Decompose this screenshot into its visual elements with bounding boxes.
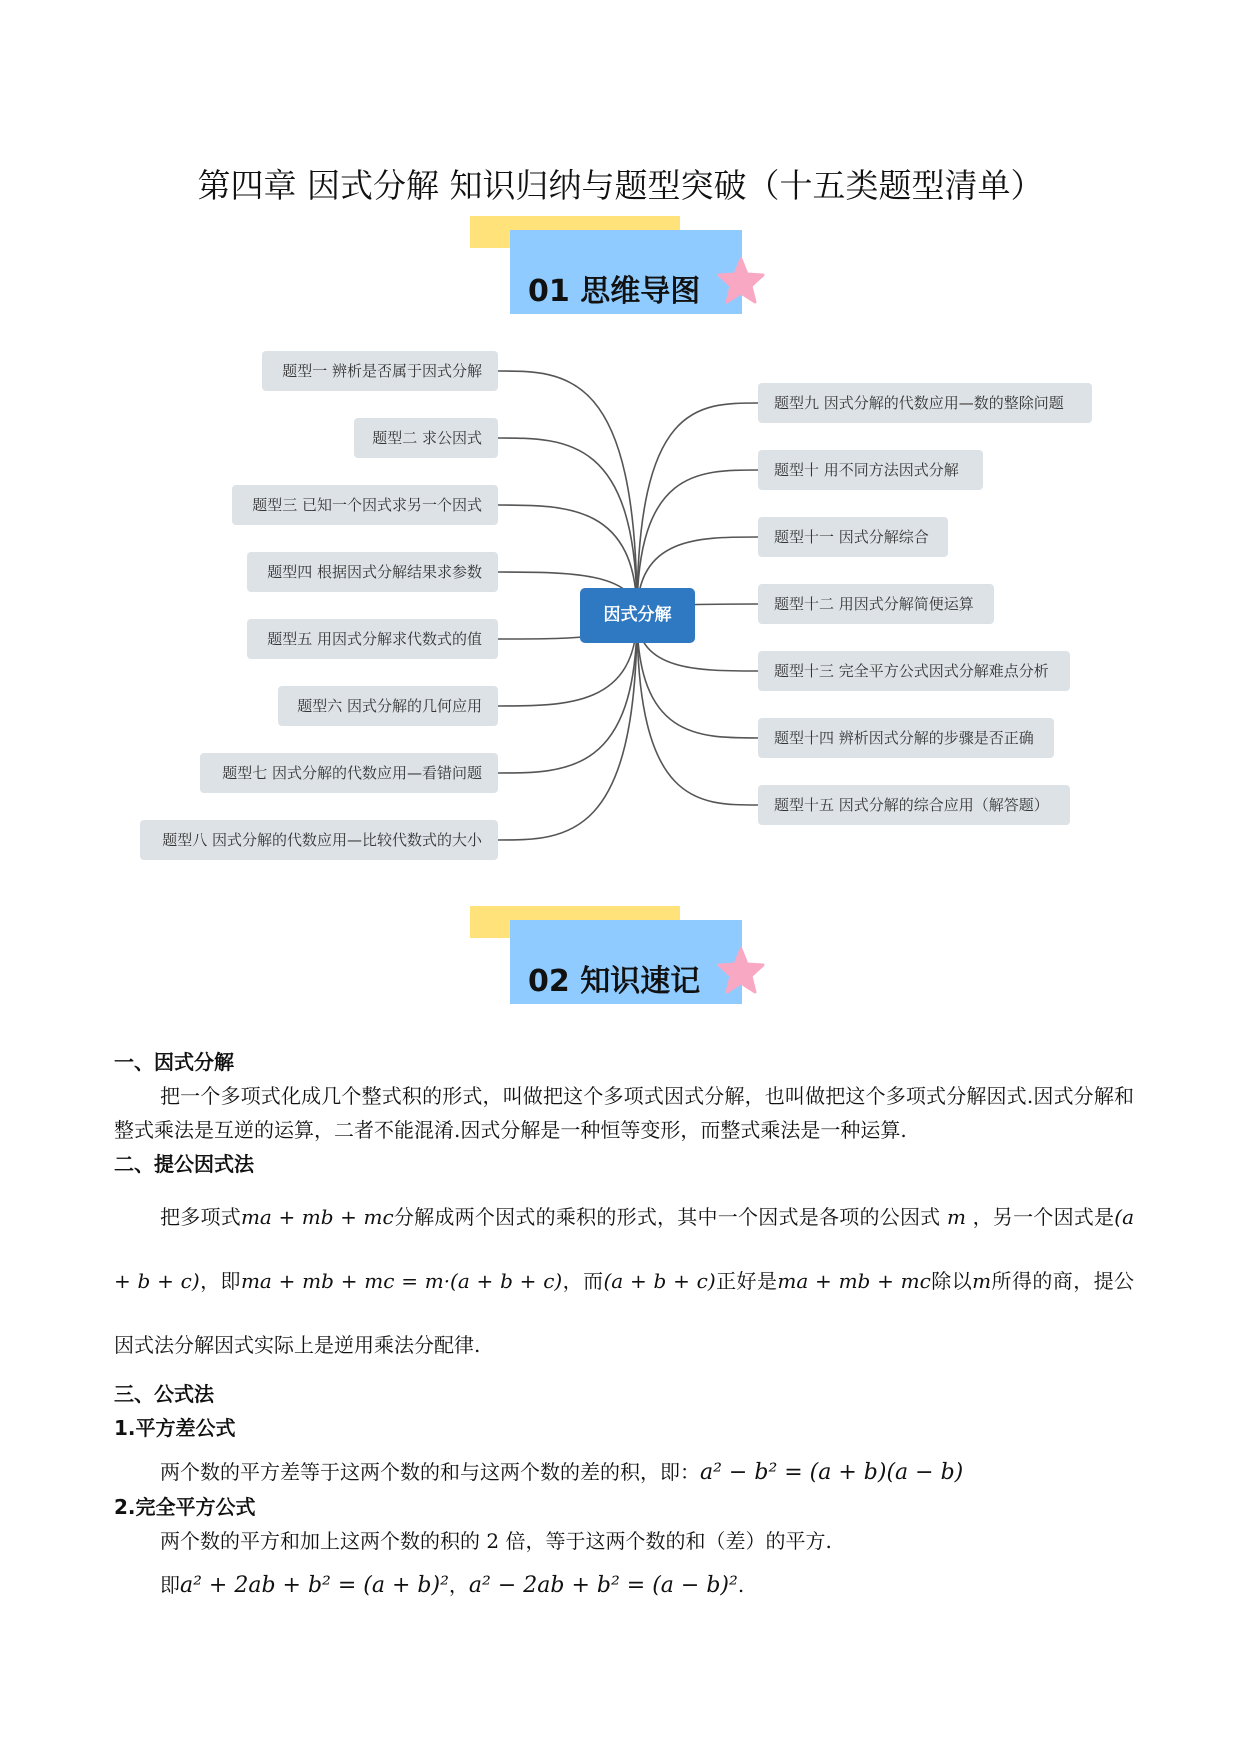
mind-map-node-right: 题型九 因式分解的代数应用—数的整除问题	[758, 383, 1092, 423]
connector-line	[637, 403, 758, 615]
heading-common-factor: 二、提公因式法	[114, 1152, 254, 1176]
knowledge-content	[114, 1045, 1134, 1603]
formula: ma + mb + mc = m·(a + b + c)	[240, 1269, 563, 1293]
formula: (a + b + c)	[114, 1205, 1135, 1293]
star-icon	[716, 946, 766, 996]
formula: a² − b² = (a + b)(a − b)	[700, 1460, 964, 1485]
formula: m	[972, 1269, 992, 1293]
formula: a² − 2ab + b² = (a − b)²	[468, 1573, 738, 1598]
mind-map-node-left: 题型七 因式分解的代数应用—看错问题	[200, 753, 498, 793]
section-banner-knowledge	[470, 906, 790, 1006]
mind-map-node-right: 题型十 用不同方法因式分解	[758, 450, 983, 490]
formula: ma + mb + mc	[777, 1269, 931, 1293]
paragraph-difference-of-squares: 两个数的平方差等于这两个数的和与这两个数的差的积，即：a² − b² = (a + b)(a − b)	[160, 1460, 964, 1485]
heading-difference-of-squares: 1.平方差公式	[114, 1416, 236, 1440]
mind-map-node-right: 题型十四 辨析因式分解的步骤是否正确	[758, 718, 1054, 758]
formula: ma + mb + mc	[240, 1205, 394, 1229]
star-icon	[716, 256, 766, 306]
page-title: 第四章 因式分解 知识归纳与题型突破（十五类题型清单）	[197, 166, 1044, 205]
formula: (a + b + c)	[603, 1269, 716, 1293]
paragraph-factorization: 把一个多项式化成几个整式积的形式，叫做把这个多项式因式分解，也叫做把这个多项式分解因式.因式分解和整式乘法是互逆的运算，二者不能混淆.因式分解是一种恒等变形，而整式乘法是一种运算.	[114, 1084, 1134, 1142]
heading-formula-method: 三、公式法	[114, 1382, 214, 1406]
formula: a² + 2ab + b² = (a + b)²	[180, 1573, 449, 1598]
mind-map-node-left: 题型五 用因式分解求代数式的值	[247, 619, 498, 659]
mind-map-center-node: 因式分解	[580, 588, 695, 643]
mind-map	[0, 300, 1241, 880]
mind-map-node-right: 题型十五 因式分解的综合应用（解答题）	[758, 785, 1070, 825]
connector-line	[637, 615, 758, 805]
paragraph-perfect-square-formulas: 即a² + 2ab + b² = (a + b)²，a² − 2ab + b² = (a − b)².	[160, 1573, 745, 1598]
formula: m	[947, 1205, 966, 1229]
mind-map-node-left: 题型二 求公因式	[354, 418, 498, 458]
mind-map-node-right: 题型十二 用因式分解简便运算	[758, 584, 994, 624]
mind-map-node-left: 题型六 因式分解的几何应用	[278, 686, 498, 726]
paragraph-common-factor: 把多项式ma + mb + mc分解成两个因式的乘积的形式，其中一个因式是各项的公因式 m ，另一个因式是(a + b + c)，即ma + mb + mc = m·(a + b + c)，而(a + b + c)正好是ma + mb + mc除以m所得的商，提公因式法分解因式实际上是逆用乘法分配律.	[114, 1205, 1135, 1357]
mind-map-node-left: 题型四 根据因式分解结果求参数	[247, 552, 498, 592]
paragraph-perfect-square: 两个数的平方和加上这两个数的积的 2 倍，等于这两个数的和（差）的平方.	[160, 1529, 832, 1553]
heading-factorization: 一、因式分解	[114, 1050, 234, 1074]
section-title: 01 思维导图	[528, 274, 701, 309]
mind-map-node-left: 题型一 辨析是否属于因式分解	[262, 351, 498, 391]
mind-map-node-right: 题型十三 完全平方公式因式分解难点分析	[758, 651, 1070, 691]
section-title: 02 知识速记	[528, 964, 701, 999]
mind-map-node-left: 题型八 因式分解的代数应用—比较代数式的大小	[140, 820, 498, 860]
connector-line	[498, 371, 637, 615]
mind-map-node-left: 题型三 已知一个因式求另一个因式	[232, 485, 498, 525]
mind-map-node-right: 题型十一 因式分解综合	[758, 517, 948, 557]
heading-perfect-square: 2.完全平方公式	[114, 1495, 256, 1519]
